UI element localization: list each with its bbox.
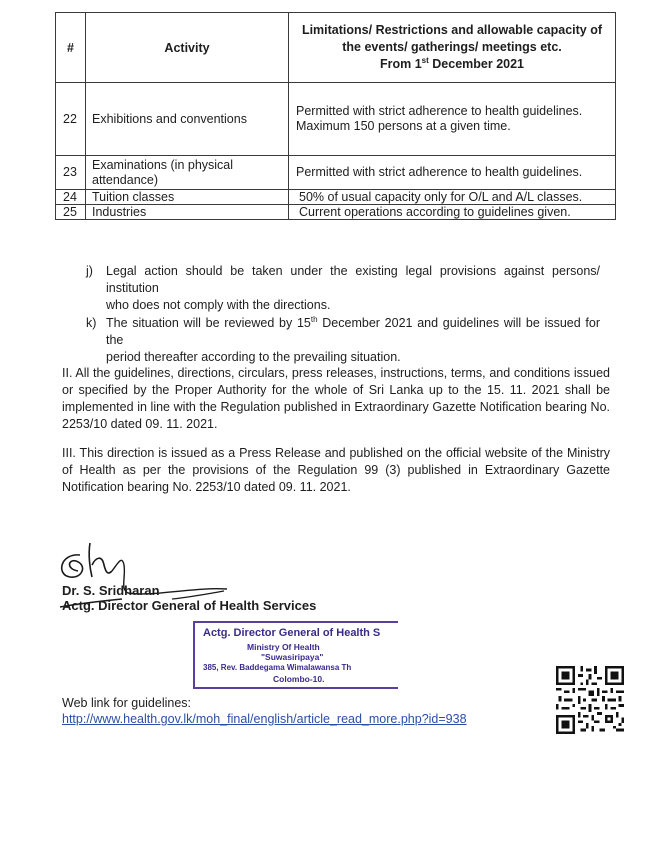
clause-text xyxy=(106,315,600,366)
clause-k-post: December 2021 and guidelines will be issued for the xyxy=(106,316,600,347)
header-date-sup: st xyxy=(421,55,429,65)
header-limitations xyxy=(289,13,616,83)
weblink-label: Web link for guidelines: xyxy=(62,696,192,710)
table-row xyxy=(56,205,616,220)
stamp-line5: Colombo-10. xyxy=(273,674,325,684)
clause-j-line1: Legal action should be taken under the existing legal provisions against persons/ institution xyxy=(106,264,600,295)
row-limitation: Permitted with strict adherence to health guidelines. xyxy=(289,156,616,190)
clause-text xyxy=(106,263,600,314)
header-date-post: December 2021 xyxy=(428,57,524,71)
clause-marker: j) xyxy=(86,264,93,278)
header-number: # xyxy=(56,13,86,83)
header-activity: Activity xyxy=(86,13,289,83)
row-limitation-line2: Maximum 150 persons at a given time. xyxy=(296,119,511,133)
restrictions-table xyxy=(55,12,616,220)
row-number: 25 xyxy=(56,205,86,220)
official-stamp xyxy=(193,621,398,689)
guidelines-link[interactable]: http://www.health.gov.lk/moh_final/english/article_read_more.php?id=938 xyxy=(62,712,467,726)
table-row xyxy=(56,83,616,156)
stamp-line2: Ministry Of Health xyxy=(247,642,320,652)
header-limitations-line1: Limitations/ Restrictions and allowable capacity of xyxy=(301,23,603,37)
row-limitation: 50% of usual capacity only for O/L and A/L classes. xyxy=(289,190,616,205)
clause-k-line1 xyxy=(106,315,600,349)
row-activity: Industries xyxy=(86,205,289,220)
row-number: 23 xyxy=(56,156,86,190)
table-row xyxy=(56,156,616,190)
header-limitations-line2: the events/ gatherings/ meetings etc. xyxy=(342,40,562,54)
signer-title: Actg. Director General of Health Services xyxy=(62,598,317,613)
stamp-line3: "Suwasiripaya" xyxy=(261,652,324,662)
row-activity: Tuition classes xyxy=(86,190,289,205)
row-activity-line1: Examinations (in physical xyxy=(92,157,234,172)
clause-k-line2: period thereafter according to the prevailing situation. xyxy=(106,350,401,364)
row-activity xyxy=(86,156,289,190)
clause-j-line2: who does not comply with the directions. xyxy=(106,298,331,312)
row-limitation xyxy=(289,83,616,156)
header-date-pre: From 1 xyxy=(379,57,422,71)
clause-k-pre: The situation will be reviewed by 15 xyxy=(106,316,311,330)
clause-marker: k) xyxy=(86,316,97,330)
stamp-line4: 385, Rev. Baddegama Wimalawansa Th xyxy=(203,663,352,672)
row-number: 22 xyxy=(56,83,86,156)
row-activity-line2: attendance) xyxy=(92,172,159,187)
stamp-line1: Actg. Director General of Health S xyxy=(203,627,381,639)
row-activity: Exhibitions and conventions xyxy=(86,83,289,156)
header-limitations-line3 xyxy=(295,56,609,73)
clause-k-sup: th xyxy=(310,314,318,324)
paragraph-iii: III. This direction is issued as a Press Release and published on the official website of the Ministry of Health as per the provisions of the Regulation 99 (3) published in Extraordinary Gazette Notification bearing No. 2253/10 dated 09. 11. 2021. xyxy=(62,446,610,494)
table-row xyxy=(56,190,616,205)
paragraph-ii: II. All the guidelines, directions, circulars, press releases, instructions, terms, and conditions issued or specified by the Proper Authority for the whole of Sri Lanka up to the 15. 11. 2021 shall be implemented in line with the Regulation published in Extraordinary Gazette Notification bearing No. 2253/10 dated 09. 11. 2021. xyxy=(62,366,610,431)
row-number: 24 xyxy=(56,190,86,205)
row-limitation-line1: Permitted with strict adherence to health guidelines. xyxy=(296,104,583,118)
signer-name: Dr. S. Sridharan xyxy=(62,583,160,598)
table-header-row xyxy=(56,13,616,83)
qr-code-icon xyxy=(556,666,624,734)
row-limitation: Current operations according to guidelines given. xyxy=(289,205,616,220)
